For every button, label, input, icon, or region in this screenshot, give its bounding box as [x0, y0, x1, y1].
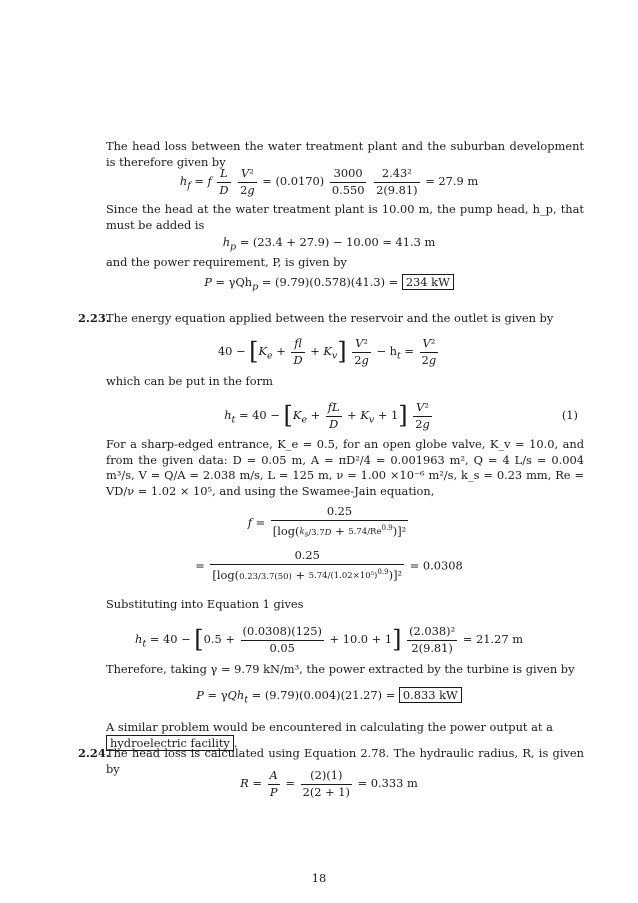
- equation-energy: $40 - [K_e$ + $\frac{fl}{D}$ + $K_v$] $\frac{\text{V²}}{2g}$ − $h_t$ = $\frac{\text{V²}}{2g}$: [217, 336, 437, 367]
- hydroelectric-text: A similar problem would be encountered in calculating the power output at a: [106, 720, 553, 734]
- paragraph-turbine-power: Therefore, taking γ = 9.79 kN/m³, the power extracted by the turbine is given by: [106, 662, 575, 676]
- paragraph-given-data: For a sharp-edged entrance, K_e = 0.5, for an open globe valve, K_v = 10.0, and from the given data: D = 0.05 m, A = πD²/4 = 0.001963 m², Q = 4 L/s = 0.004 m³/s, V = Q/A = 2.038 m/s, L = 125 m, ν = 1.00 ×10⁻⁶ m²/s, k_s = 0.23 mm, Re = VD/ν = 1.02 × 10⁵, and using the Swamee-Jain equation,: [106, 437, 584, 498]
- frac-velocity: $\frac{\text{2.43²}}{2(9.81)}$: [376, 166, 418, 197]
- paragraph-hydraulic-radius: The head loss is calculated using Equation 2.78. The hydraulic radius, R, is given by: [106, 746, 584, 776]
- paragraph-power-requirement: and the power requirement, P, is given by: [106, 255, 347, 269]
- ht-kv: + 10.0 + 1: [329, 632, 393, 646]
- equation-head-loss: $h_f = f$ $\frac{L}{D}$ $\frac{\text{V²}}{2g}$ = (0.0170) $\frac{3000}{0.550}$ $\frac{\text{2.43²}}{2(9.81)}$ = 27.9 m: [179, 166, 479, 197]
- hydroelectric-box: hydroelectric facility: [106, 735, 234, 751]
- problem-number-2-24: 2.24.: [78, 746, 110, 760]
- equation-swamee-jain-2: = $\frac{0.25}{[\log(0.23/3.7(50) + 5.74/(1.02\times 10^5)^{0.9})]^2}$ = 0.0308: [195, 548, 463, 582]
- hydraulic-radius-result: = 0.333 m: [357, 776, 418, 790]
- paragraph-energy-equation: The energy equation applied between the reservoir and the outlet is given by: [106, 311, 554, 325]
- equation-turbine-head: $h_t = 40 - [K_e$ + $\frac{fL}{D}$ + $K_v + 1$] $\frac{\text{V²}}{2g}$: [224, 400, 430, 431]
- pump-power-answer: 234 kW: [402, 274, 454, 290]
- pump-head-result: = (23.4 + 27.9) − 10.00 = 41.3 m: [239, 235, 436, 249]
- page-number: 18: [311, 871, 327, 885]
- problem-number-2-23: 2.23.: [78, 311, 110, 325]
- ht-ke: 0.5 +: [203, 632, 235, 646]
- hf-subscript: f: [187, 180, 191, 192]
- paragraph-head-loss-intro: The head loss between the water treatment plant and the suburban development is therefore given by: [106, 139, 584, 169]
- turbine-power-answer: 0.833 kW: [399, 687, 462, 703]
- friction-factor-result: = 0.0308: [409, 558, 463, 573]
- hf-symbol: h: [179, 174, 188, 188]
- hf-friction: = (0.0170): [262, 174, 325, 188]
- frac-3000: $\frac{3000}{0.550}$: [331, 166, 365, 197]
- paragraph-substitute: Substituting into Equation 1 gives: [106, 597, 304, 611]
- hf-result: = 27.9 m: [425, 174, 479, 188]
- hydroelectric-period: .: [233, 735, 238, 750]
- energy-head: 40 −: [217, 344, 246, 358]
- equation-swamee-jain-1: f = $\frac{0.25}{[\log(k_s/3.7D + 5.74/Re^{0.9})]^2}$: [247, 504, 407, 540]
- equation-label-1: (1): [561, 408, 578, 422]
- turbine-power-substitution: = (9.79)(0.004)(21.27) =: [251, 688, 396, 702]
- equation-pump-head: $h_p = (23.4 + 27.9) - 10.00 = 41.3$ m: [222, 235, 436, 253]
- equation-pump-power: P = γQh$_p$ = (9.79)(0.578)(41.3) = 234 kW: [80, 275, 578, 295]
- pump-power-substitution: = (9.79)(0.578)(41.3) =: [261, 275, 399, 289]
- frac-l-d: $\frac{L}{D}$: [219, 166, 229, 197]
- equation-hydraulic-radius: R = $\frac{A}{P}$ = $\frac{(2)(1)}{2(2 + 1)}$ = 0.333 m: [240, 768, 418, 799]
- pump-power-formula: = γQh: [215, 275, 253, 289]
- equation-turbine-head-numeric: $h_t = 40 - [0.5$ + $\frac{(0.0308)(125)}{0.05}$ + 10.0 + 1] $\frac{\text{(2.038)²}}{2(9.81)}$ = 21.27 m: [135, 624, 523, 655]
- ht-lhs: = 40 −: [149, 632, 191, 646]
- paragraph-form: which can be put in the form: [106, 374, 273, 388]
- frac-v2-2g: $\frac{\text{V²}}{2g}$: [240, 166, 255, 197]
- equation-turbine-power: P = γQh$_t$ = (9.79)(0.004)(21.27) = 0.833 kW: [80, 688, 578, 708]
- paragraph-pump-head: Since the head at the water treatment plant is 10.00 m, the pump head, h_p, that must be added is: [106, 202, 584, 232]
- turbine-head-lhs: = 40 −: [238, 408, 280, 422]
- ht-result: = 21.27 m: [462, 632, 523, 646]
- energy-minus-ht: − h: [376, 344, 397, 358]
